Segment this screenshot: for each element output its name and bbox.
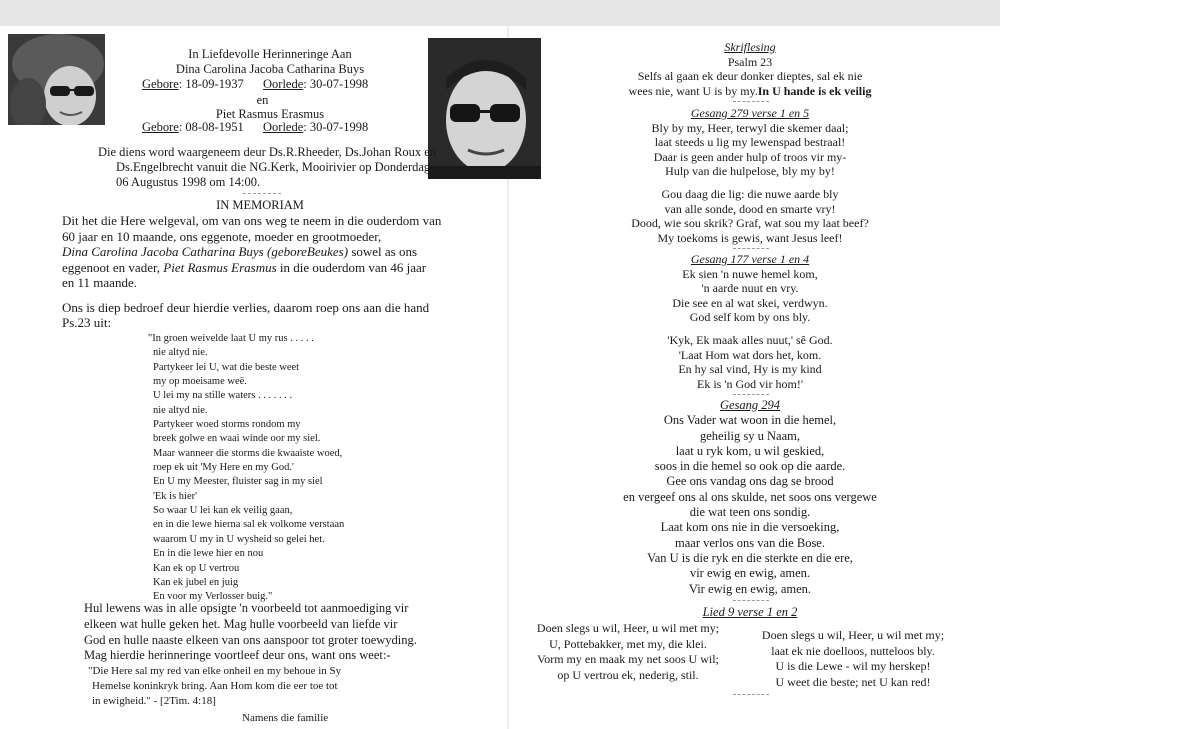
hymn-line: U weet die beste; net U kan red!: [775, 674, 931, 689]
hymn-1: [515, 106, 985, 245]
memoriam-line-1: Dit het die Here welgeval, om van ons weg te neem in die ouderdom van: [62, 213, 442, 228]
hymn-line: Dood, wie sou skrik? Graf, wat sou my laat beef?: [631, 216, 869, 231]
grief-line-1: Ons is diep bedroef deur hierdie verlies, daarom roep ons aan die hand: [62, 300, 430, 315]
poem-line: En voor my Verlosser buig.": [153, 591, 273, 603]
hymn-line: en vergeef ons al ons skulde, net soos ons vergewe: [623, 489, 877, 504]
closing-line-3: God en hulle naaste elkeen van ons aanspoor tot groter toewyding.: [84, 633, 417, 647]
born-date: : 18-09-1937: [178, 77, 244, 91]
person1-full-name: Dina Carolina Jacoba Catharina Buys (geboreBeukes): [62, 244, 349, 259]
hymn-line: Laat kom ons nie in die versoeking,: [660, 520, 840, 535]
hymn-line: die wat teen ons sondig.: [689, 505, 811, 520]
memoriam-line-4-rest: in die ouderdom van 46 jaar: [276, 260, 427, 275]
poem-line: breek golwe en waai winde oor my siel.: [153, 433, 321, 445]
scan-right-margin: [1000, 0, 1200, 729]
hymn-2-title: Gesang 177 verse 1 en 4: [690, 252, 810, 266]
hymn-line: Gou daag die lig: die nuwe aarde bly: [661, 186, 839, 201]
service-line-2: Ds.Engelbrecht vanuit die NG.Kerk, Mooirivier op Donderdag: [116, 160, 431, 174]
poem-line: nie altyd nie.: [153, 347, 208, 359]
reading-title: Skriflesing: [724, 40, 776, 54]
hymn-line: Vorm my en maak my net soos U wil;: [537, 652, 719, 666]
died-label-2: Oorlede: [263, 120, 304, 134]
closing-line-1: Hul lewens was in alle opsigte 'n voorbeeld tot aanmoediging vir: [84, 601, 409, 615]
hymn-line: maar verlos ons van die Bose.: [675, 535, 825, 550]
poem-line: my op moeisame weë.: [153, 376, 247, 388]
memoriam-line-5: en 11 maande.: [62, 275, 137, 290]
reading-line-2-bold: In U hande is ek veilig: [757, 83, 872, 98]
hymn-4-title-wrap: [515, 605, 985, 620]
hymn-line: Van U is die ryk en die sterkte en die ere,: [647, 550, 853, 565]
hymn-line: op U vertrou ek, nederig, stil.: [557, 667, 699, 682]
memoriam-line-4-start: eggenoot en vader,: [62, 260, 164, 275]
quote-line-1: "Die Here sal my red van elke onheil en my behoue in Sy: [88, 665, 342, 677]
hymn-line: 'n aarde nuut en vry.: [701, 281, 799, 296]
person2-full-name: Piet Rasmus Erasmus: [163, 260, 277, 275]
reading-line-2-start: wees nie, want U is by my.: [628, 83, 758, 98]
poem-line: nie altyd nie.: [153, 404, 208, 416]
hymn-line: Doen slegs u wil, Heer, u wil met my;: [761, 628, 945, 642]
hymn-line: laat u ryk kom, u wil geskied,: [675, 443, 825, 458]
hymn-line: van alle sonde, dood en smarte vry!: [664, 201, 836, 216]
closing-line-2: elkeen wat hulle geken het. Mag hulle voorbeeld van liefde vir: [84, 617, 398, 631]
born-label: Gebore: [142, 77, 179, 91]
hymn-4-left-column: [523, 621, 733, 683]
hymn-line: Hulp van die hulpelose, bly my by!: [665, 164, 835, 179]
born-date-2: : 08-08-1951: [178, 120, 244, 134]
hymn-4-right-column: [748, 628, 958, 690]
poem-line: Partykeer woed storms rondom my: [153, 419, 301, 431]
hymn-line: soos in die hemel so ook op die aarde.: [654, 459, 846, 474]
hymn-line: God self kom by ons bly.: [689, 310, 811, 325]
hymn-line: vir ewig en ewig, amen.: [689, 566, 811, 581]
hymn-line: Die see en al wat skei, verdwyn.: [672, 295, 828, 310]
separator: [733, 600, 769, 601]
separator: [243, 193, 281, 194]
reading-ref: Psalm 23: [727, 54, 773, 69]
hymn-line: Vir ewig en ewig, amen.: [688, 581, 812, 596]
born-label-2: Gebore: [142, 120, 179, 134]
separator: [733, 248, 769, 249]
died-date: : 30-07-1998: [303, 77, 369, 91]
hymn-4-title: Lied 9 verse 1 en 2: [702, 605, 798, 619]
hymn-line: 'Kyk, Ek maak alles nuut,' sê God.: [667, 332, 833, 347]
poem-line: Kan ek jubel en juig: [153, 576, 239, 588]
hymn-line: Doen slegs u wil, Heer, u wil met my;: [536, 621, 720, 635]
poem-line: Maar wanneer die storms die kwaaiste woed,: [153, 447, 343, 459]
died-label: Oorlede: [263, 77, 304, 91]
memoriam-line-4: [62, 260, 426, 276]
memoriam-title: IN MEMORIAM: [216, 198, 304, 212]
hymn-3: [515, 398, 985, 597]
hymn-line: Gee ons vandag ons dag se brood: [666, 474, 834, 489]
poem-line: En in die lewe hier en nou: [153, 548, 264, 560]
and-text: en: [256, 93, 269, 107]
poem-line: U lei my na stille waters . . . . . . .: [153, 390, 293, 402]
poem-line: roep ek uit 'My Here en my God.': [153, 462, 294, 474]
hymn-line: Ek sien 'n nuwe hemel kom,: [682, 266, 818, 281]
signoff: Namens die familie: [242, 712, 329, 724]
poem-line: en in die lewe hierna sal ek volkome verstaan: [153, 519, 345, 531]
hymn-3-title: Gesang 294: [719, 398, 781, 412]
memoriam-line-3-rest: sowel as ons: [348, 244, 418, 259]
quote-line-2: Hemelse koninkryk bring. Aan Hom kom die eer toe tot: [92, 680, 338, 692]
reading-line-2: [515, 84, 985, 99]
hymn-line: Bly by my, Heer, terwyl die skemer daal;: [651, 120, 849, 135]
hymn-line: geheilig sy u Naam,: [700, 428, 800, 443]
quote-line-3: in ewigheid." - [2Tim. 4:18]: [92, 695, 216, 707]
header-title: In Liefdevolle Herinneringe Aan: [188, 47, 352, 61]
hymn-line: U is die Lewe - wil my herskep!: [775, 659, 931, 673]
reading-line-1: Selfs al gaan ek deur donker dieptes, sal ek nie: [637, 69, 863, 83]
memoriam-line-2: 60 jaar en 10 maande, ons eggenote, moeder en grootmoeder,: [62, 229, 382, 244]
hymn-line: En hy sal vind, Hy is my kind: [678, 362, 822, 377]
scan-top-strip: [0, 0, 1000, 26]
psalm-poem: [148, 332, 344, 605]
memoriam-line-3: [62, 244, 417, 260]
hymn-2: [515, 252, 985, 391]
poem-line: So waar U lei kan ek veilig gaan,: [153, 505, 293, 517]
hymn-1-title: Gesang 279 verse 1 en 5: [690, 106, 810, 120]
stanza-gap: [515, 179, 985, 187]
hymn-line: Ons Vader wat woon in die hemel,: [663, 413, 837, 428]
closing-line-4: Mag hierdie herinneringe voortleef deur ons, want ons weet:-: [84, 648, 391, 662]
hymn-line: Daar is geen ander hulp of troos vir my-: [653, 149, 847, 164]
separator: [733, 394, 769, 395]
poem-line: Partykeer lei U, wat die beste weet: [153, 361, 300, 373]
poem-line: "In groen weivelde laat U my rus . . . . .: [148, 333, 314, 344]
person1-death: [263, 77, 368, 92]
hymn-line: laat ek nie doelloos, nutteloos bly.: [771, 643, 935, 658]
person1-name: Dina Carolina Jacoba Catharina Buys: [175, 62, 365, 76]
poem-line: 'Ek is hier': [153, 490, 198, 502]
person2-name: Piet Rasmus Erasmus: [215, 107, 325, 121]
stanza-gap: [515, 325, 985, 333]
photo-woman: [8, 34, 105, 125]
grief-line-2: Ps.23 uit:: [62, 315, 112, 330]
separator: [733, 694, 769, 695]
person2-dates: [142, 120, 244, 135]
poem-line: Kan ek op U vertrou: [153, 562, 240, 574]
poem-line: En U my Meester, fluister sag in my siel: [153, 476, 323, 488]
service-line-1: Die diens word waargeneem deur Ds.R.Rheeder, Ds.Johan Roux en: [98, 145, 437, 159]
hymn-line: U, Pottebakker, met my, die klei.: [549, 636, 707, 651]
hymn-line: 'Laat Hom wat dors het, kom.: [678, 347, 822, 362]
died-date-2: : 30-07-1998: [303, 120, 369, 134]
reading-section: [515, 40, 985, 98]
service-line-3: 06 Augustus 1998 om 14:00.: [116, 175, 261, 189]
hymn-line: My toekoms is gewis, want Jesus leef!: [657, 230, 843, 245]
hymn-line: laat steeds u lig my lewenspad bestraal!: [654, 135, 846, 150]
person1-dates: [142, 77, 244, 92]
hymn-line: Ek is 'n God vir hom!': [697, 376, 803, 391]
poem-line: waarom U my in U wysheid so gelei het.: [153, 533, 325, 545]
person2-death: [263, 120, 368, 135]
separator: [733, 101, 769, 102]
